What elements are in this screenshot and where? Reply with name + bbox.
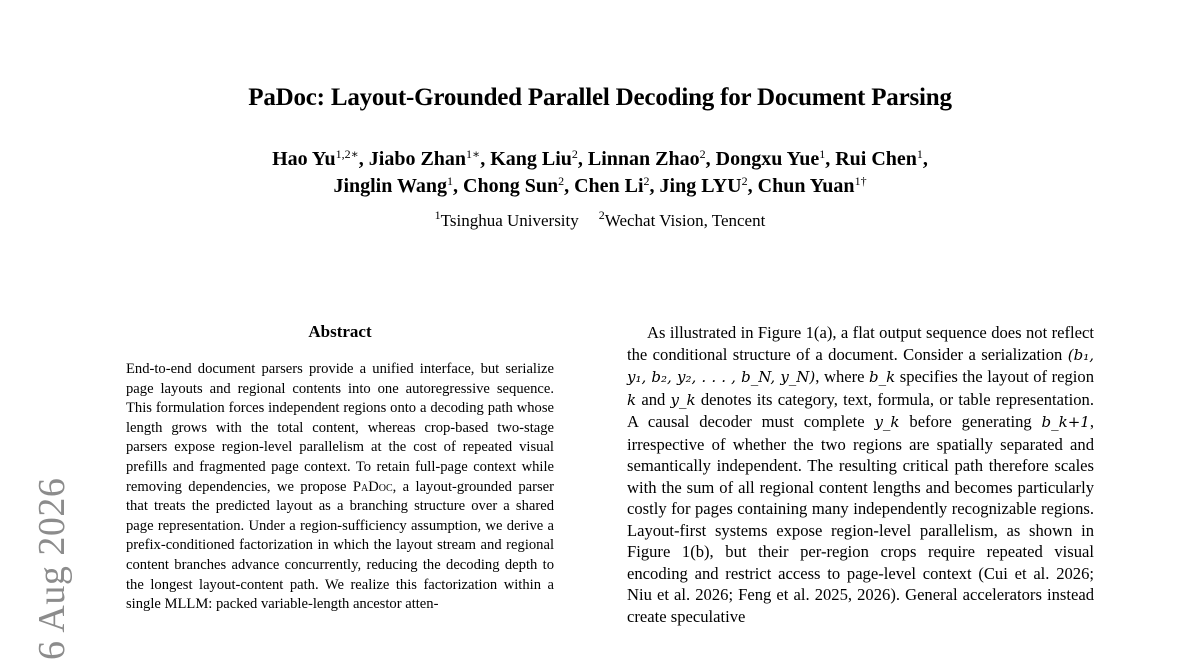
method-name: PaDoc [352,478,393,495]
math-inline: k [627,390,637,409]
author-affiliation-marker: 1† [854,174,867,188]
abstract-text: End-to-end document parsers provide a unified interface, but serialize page layouts and regional contents into one autoregressive sequence. This formulation forces independent regions onto a decoding path whose length grows with the total content, whereas crop-based two-stage parsers expose region-level parallelism at the cost of repeated visual prefills and fragmented page context. To retain full-page context while removing dependencies, we propose [126,361,554,495]
math-inline: (b₁, y₁, b₂, y₂, . . . , b_N, y_N) [627,345,1094,386]
intro-paragraph [627,322,1094,627]
author-affiliation-marker: 2 [741,174,748,188]
affiliation-name: Tsinghua University [440,211,579,230]
author-affiliation-marker: 1,2∗ [335,147,359,161]
body-text: As illustrated in Figure 1(a), a flat output sequence does not reflect the conditional structure of a document. Consider a serialization [627,323,1094,364]
math-inline: b_k [869,368,896,386]
author-affiliation-marker: 2 [699,147,706,161]
body-text: , where [815,367,870,386]
abstract-body [126,360,554,615]
body-text: denotes its category, text, formula, or table representation. A causal decoder must complete [627,389,1094,431]
author-affiliation-marker: 2 [558,174,565,188]
author-affiliation-marker: 1 [916,147,923,161]
author-name: Chen Li [574,175,644,197]
author-line-1: Hao $Yu^{1,2∗}$, Jiabo Zhan$^{1∗}$, Kang Liu$^2$, Linnan Zhao$^2$, Dongxu Yue$^1$, Rui Chen$^1$, [272,147,928,170]
affiliations [0,208,1200,231]
author-list [0,146,1200,200]
author-name: Rui Chen [835,148,917,170]
author-line-2: Jinglin Wang$^1$, Chong Sun$^2$, Chen Li$^2$, Jing LYU$^2$, Chun Yuan$^{1\dagger}$ [333,174,867,197]
author-affiliation-marker: 1 [819,147,826,161]
math-inline: b_k+1 [1041,413,1090,431]
body-text: before generating [899,412,1042,431]
author-name: Dongxu Yue [715,148,820,170]
body-text: , irrespective of whether the two regions are spatially separated and semantically independent. The resulting critical path therefore scales with the sum of all regional content lengths and becomes particularly costly for pages containing many independently recognizable regions. Layout-first systems expose region-level parallelism, as shown in Figure 1(b), but their per-region crops require repeated visual encoding and restrict access to page-level context (Cui et al. 2026; Niu et al. 2026; Feng et al. 2025, 2026). General accelerators instead create speculative [627,412,1094,626]
author-affiliation-marker: 1∗ [466,147,481,161]
author-affiliation-marker: 2 [571,147,578,161]
paper-title: PaDoc: Layout-Grounded Parallel Decoding for Document Parsing [248,84,952,111]
body-text: specifies the layout of region [895,367,1094,386]
math-inline: y_k [670,390,696,409]
affiliation-marker: 1 [434,208,441,222]
author-name: Kang Liu [490,148,572,170]
author-name: Jing LYU [659,175,742,197]
author-name: Hao Yu [272,148,336,170]
author-affiliation-marker: 1 [447,174,454,188]
abstract-heading: Abstract [308,322,372,341]
author-name: Chun Yuan [757,175,855,197]
math-inline: y_k [874,413,900,431]
abstract-text: , a layout-grounded parser that treats the predicted layout as a branching structure over a shared page representation. Under a region-sufficiency assumption, we derive a prefix-conditioned factorization in which the layout stream and regional content branches advance concurrently, reducing the decoding depth to the longest layout-content path. We realize this factorization within a single MLLM: packed variable-length ancestor atten- [126,478,554,613]
author-name: Chong Sun [463,175,559,197]
affiliation-marker: 2 [598,208,605,222]
author-name: Jiabo Zhan [368,148,467,170]
author-name: Jinglin Wang [333,175,448,197]
author-name: Linnan Zhao [587,148,700,170]
author-affiliation-marker: 2 [643,174,650,188]
affiliation-name: Wechat Vision, Tencent [604,211,766,230]
arxiv-date-stamp: 6 Aug 2026 [31,477,73,660]
body-text: and [636,389,671,409]
